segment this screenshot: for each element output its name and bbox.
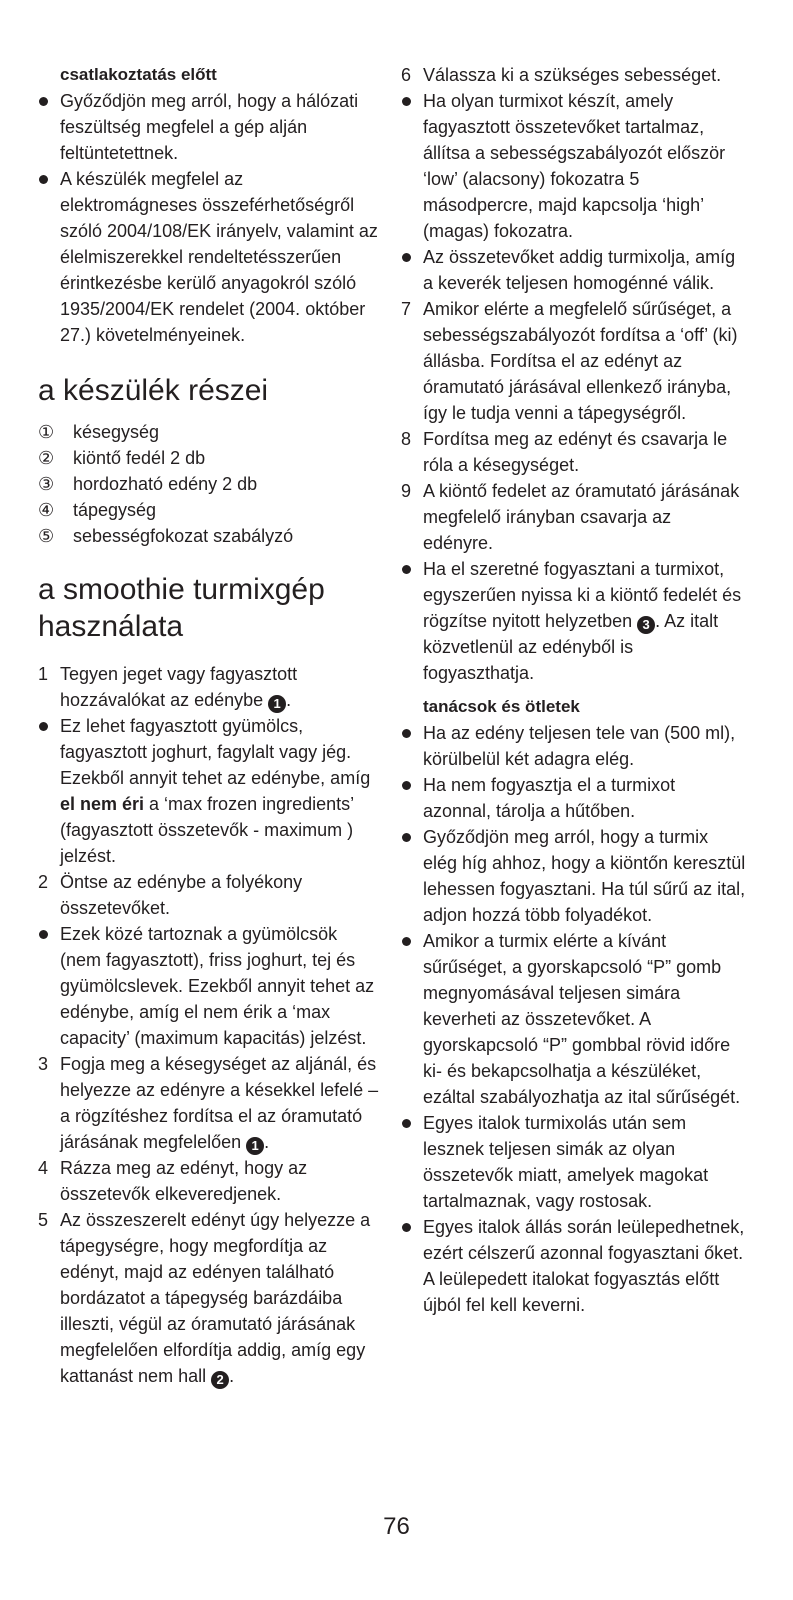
item-text — [423, 244, 746, 296]
text-segment: . — [264, 1132, 270, 1152]
text-segment: a ‘max frozen ingredients’ (fagyasztott összetevők - maximum ) jelzést. — [60, 794, 354, 866]
text-segment: Válassza ki a szükséges sebességet. — [423, 65, 722, 85]
item-number: 4 — [38, 1158, 49, 1178]
parts-list — [38, 419, 383, 549]
item-text — [423, 1214, 746, 1318]
list-item — [401, 478, 746, 556]
text-segment: . — [286, 690, 292, 710]
bullet-icon — [38, 713, 60, 869]
item-number: ① — [38, 422, 55, 442]
item-number: 3 — [38, 1054, 49, 1074]
bullet-icon — [401, 556, 423, 686]
text-segment: Ha nem fogyasztja el a turmixot azonnal, tárolja a hűtőben. — [423, 775, 676, 821]
item-number: ④ — [38, 500, 55, 520]
text-segment: Ha olyan turmixot készít, amely fagyasztott összetevőket tartalmaz, állítsa a sebességszabályozót először ‘low’ (alacsony) fokozatra 5 másodpercre, majd kapcsolja ‘high’ (magas) fokozatra. — [423, 91, 726, 241]
item-text — [423, 772, 746, 824]
text-segment: hordozható edény 2 db — [73, 474, 258, 494]
item-number: 6 — [401, 65, 412, 85]
text-segment: Ez lehet fagyasztott gyümölcs, fagyasztott joghurt, fagylalt vagy jég. Ezekből annyit tehet az edénybe, amíg — [60, 716, 371, 788]
figure-reference-icon: 2 — [211, 1371, 229, 1389]
list-item — [38, 869, 383, 921]
item-text — [60, 1207, 383, 1389]
item-text — [60, 921, 383, 1051]
list-item — [401, 928, 746, 1110]
item-text — [423, 556, 746, 686]
list-item — [38, 1207, 383, 1389]
figure-reference-icon: 3 — [637, 616, 655, 634]
bullet-icon — [401, 824, 423, 928]
item-number: 1 — [38, 664, 49, 684]
text-segment: Fordítsa meg az edényt és csavarja le róla a késegységet. — [423, 429, 728, 475]
list-item — [38, 523, 383, 549]
text-segment: Tegyen jeget vagy fagyasztott hozzávalókat az edénybe — [60, 664, 298, 710]
list-item — [401, 1110, 746, 1214]
text-segment: Győződjön meg arról, hogy a turmix elég híg ahhoz, hogy a kiöntőn keresztül lehessen fogyasztani. Ha túl sűrű az ital, adjon hozzá több folyadékot. — [423, 827, 746, 925]
list-item — [401, 772, 746, 824]
usage-steps-continued — [401, 62, 746, 686]
text-segment: Az összeszerelt edényt úgy helyezze a tápegységre, hogy megfordítja az edényt, majd az edényen található bordázatot a tápegység barázdáiba illeszti, végül az óramutató járásának megfelelően elfordítja addig, amíg egy kattanást nem hall — [60, 1210, 371, 1386]
list-item — [401, 720, 746, 772]
item-number: 8 — [401, 429, 412, 449]
item-text — [60, 1155, 383, 1207]
text-segment: tápegység — [73, 500, 157, 520]
list-item — [38, 661, 383, 713]
list-item — [38, 471, 383, 497]
item-text — [423, 62, 746, 88]
text-segment: Amikor elérte a megfelelő sűrűséget, a sebességszabályozót fordítsa a ‘off’ (ki) állásba. Fordítsa el az edényt az óramutató járásával ellenkező irányba, így le tudja venni a tápegységről. — [423, 299, 738, 423]
item-text — [73, 497, 383, 523]
text-segment: Fogja meg a késegységet az aljánál, és helyezze az edényre a késekkel lefelé – a rögzítéshez fordítsa el az óramutató járásának megfelelően — [60, 1054, 379, 1152]
item-text — [60, 661, 383, 713]
bullet-icon — [38, 166, 60, 348]
list-item — [401, 824, 746, 928]
text-segment: A készülék megfelel az elektromágneses összeférhetőségről szóló 2004/108/EK irányelv, valamint az élelmiszerekkel rendeltetésszerűen érintkezésbe kerülő anyagokról szóló 1935/2004/EK rendelet (2004. október 27.) követelményeinek. — [60, 169, 378, 345]
item-text — [60, 713, 383, 869]
bullet-icon — [401, 88, 423, 244]
bullet-icon — [401, 1110, 423, 1214]
list-item — [38, 921, 383, 1051]
text-segment: késegység — [73, 422, 160, 442]
item-text — [423, 296, 746, 426]
item-number: 7 — [401, 299, 412, 319]
text-segment: kiöntő fedél 2 db — [73, 448, 206, 468]
item-number: 9 — [401, 481, 412, 501]
list-item — [401, 244, 746, 296]
list-item — [401, 1214, 746, 1318]
item-text — [60, 88, 383, 166]
text-segment: Ha el szeretné fogyasztani a turmixot, egyszerűen nyissa ki a kiöntő fedelét és rögzítse nyitott helyzetben — [423, 559, 742, 631]
text-segment: sebességfokozat szabályzó — [73, 526, 294, 546]
text-segment: Győződjön meg arról, hogy a hálózati feszültség megfelel a gép alján feltüntetettnek. — [60, 91, 359, 163]
item-text — [423, 478, 746, 556]
item-text — [73, 471, 383, 497]
item-text — [60, 166, 383, 348]
text-segment: Öntse az edénybe a folyékony összetevőket. — [60, 872, 303, 918]
item-text — [423, 426, 746, 478]
bullet-icon — [401, 1214, 423, 1318]
page-number: 76 — [383, 1513, 410, 1540]
left-column — [38, 62, 383, 1389]
list-item — [401, 62, 746, 88]
list-item — [38, 497, 383, 523]
list-item — [38, 1051, 383, 1155]
text-segment: Ha az edény teljesen tele van (500 ml), körülbelül két adagra elég. — [423, 723, 736, 769]
text-segment: Egyes italok turmixolás után sem lesznek teljesen simák az olyan összetevők miatt, amelyek magokat tartalmaznak, vagy rostosak. — [423, 1113, 709, 1211]
bullet-icon — [401, 720, 423, 772]
bold-text: el nem éri — [60, 794, 145, 814]
item-number: 5 — [38, 1210, 49, 1230]
item-text — [423, 88, 746, 244]
bullet-icon — [401, 928, 423, 1110]
item-text — [60, 869, 383, 921]
figure-reference-icon: 1 — [268, 695, 286, 713]
item-text — [73, 523, 383, 549]
text-segment: Rázza meg az edényt, hogy az összetevők elkeveredjenek. — [60, 1158, 308, 1204]
list-item — [38, 166, 383, 348]
list-item — [38, 88, 383, 166]
heading-usage: a smoothie turmixgép használata — [38, 573, 325, 643]
item-text — [73, 445, 383, 471]
bullet-icon — [401, 772, 423, 824]
bullet-icon — [401, 244, 423, 296]
text-segment: . Az italt közvetlenül az edényből is fogyaszthatja. — [423, 611, 719, 683]
list-item — [38, 1155, 383, 1207]
item-text — [60, 1051, 383, 1155]
intro-list — [38, 88, 383, 348]
list-item — [401, 426, 746, 478]
list-item — [401, 296, 746, 426]
item-number: ⑤ — [38, 526, 55, 546]
item-number: 2 — [38, 872, 49, 892]
list-item — [401, 556, 746, 686]
right-column — [401, 62, 746, 1318]
list-item — [38, 419, 383, 445]
text-segment: Egyes italok állás során leülepedhetnek, ezért célszerű azonnal fogyasztani őket. A leülepedett italokat fogyasztás előtt újból fel kell keverni. — [423, 1217, 745, 1315]
usage-steps-list — [38, 661, 383, 1389]
item-text — [423, 720, 746, 772]
text-segment: Ezek közé tartoznak a gyümölcsök (nem fagyasztott), friss joghurt, tej és gyümölcslevek. Ezekből annyit tehet az edénybe, amíg el nem érik a ‘max capacity’ (maximum kapacitás) jelzést. — [60, 924, 375, 1048]
item-number: ③ — [38, 474, 55, 494]
item-text — [423, 1110, 746, 1214]
text-segment: . — [229, 1366, 235, 1386]
item-text — [423, 928, 746, 1110]
bullet-icon — [38, 921, 60, 1051]
subheading-before-connecting: csatlakoztatás előtt — [60, 65, 217, 84]
text-segment: Az összetevőket addig turmixolja, amíg a keverék teljesen homogénné válik. — [423, 247, 736, 293]
tips-list — [401, 720, 746, 1318]
list-item — [38, 713, 383, 869]
text-segment: A kiöntő fedelet az óramutató járásának megfelelő irányban csavarja az edényre. — [423, 481, 740, 553]
list-item — [38, 445, 383, 471]
bullet-icon — [38, 88, 60, 166]
figure-reference-icon: 1 — [246, 1137, 264, 1155]
list-item — [401, 88, 746, 244]
heading-parts: a készülék részei — [38, 374, 269, 407]
item-text — [73, 419, 383, 445]
item-number: ② — [38, 448, 55, 468]
subheading-tips: tanácsok és ötletek — [423, 697, 580, 716]
item-text — [423, 824, 746, 928]
text-segment: Amikor a turmix elérte a kívánt sűrűséget, a gyorskapcsoló “P” gomb megnyomásával teljesen simára keverheti az összetevőket. A gyorskapcsoló “P” gombbal rövid időre ki- és bekapcsolhatja a készüléket, ezáltal szabályozhatja az ital sűrűségét. — [423, 931, 741, 1107]
